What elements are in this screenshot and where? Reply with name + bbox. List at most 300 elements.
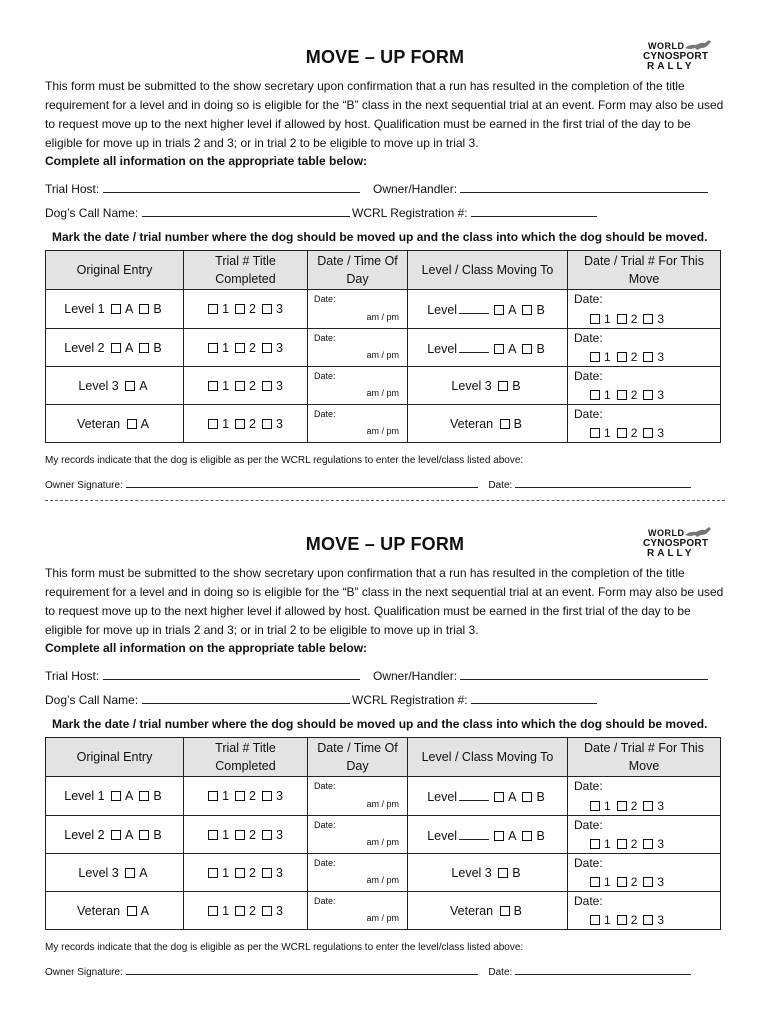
move-date-label: Date: xyxy=(574,407,603,421)
trial-2-option xyxy=(235,379,256,393)
move-trial-2-label: 2 xyxy=(630,426,638,440)
original-entry-cell xyxy=(46,290,184,329)
trial-3-label: 3 xyxy=(275,903,283,918)
move-trial-3-checkbox[interactable] xyxy=(643,915,653,925)
move-trial-3-checkbox[interactable] xyxy=(643,839,653,849)
move-b-option xyxy=(522,303,544,317)
header-date-trial: Date / Trial # For This Move xyxy=(568,738,721,777)
move-trial-3-checkbox[interactable] xyxy=(643,314,653,324)
date-time-cell[interactable] xyxy=(308,329,408,367)
move-trial-2-label: 2 xyxy=(630,837,638,851)
trial-host-field xyxy=(45,180,360,196)
move-trial-1-checkbox[interactable] xyxy=(590,915,600,925)
original-entry-cell xyxy=(46,367,184,405)
am-pm-label: am / pm xyxy=(366,312,399,322)
trial-1-option xyxy=(208,828,229,842)
header-level-class: Level / Class Moving To xyxy=(408,738,568,777)
original-entry-cell xyxy=(46,777,184,816)
move-trial-3-checkbox[interactable] xyxy=(643,428,653,438)
entry-a-checkbox[interactable] xyxy=(127,419,137,429)
date-time-cell[interactable] xyxy=(308,892,408,930)
trial-1-option xyxy=(208,379,229,393)
move-b-option xyxy=(498,866,520,880)
original-entry-label: Veteran xyxy=(77,903,121,918)
table-row xyxy=(46,329,721,367)
entry-a-option xyxy=(111,341,133,355)
move-up-form xyxy=(0,0,770,491)
trial-2-option xyxy=(235,417,256,431)
entry-a-label: A xyxy=(125,302,134,316)
trial-1-checkbox[interactable] xyxy=(208,868,218,878)
trial-host-input[interactable] xyxy=(103,180,360,193)
move-date-label: Date: xyxy=(574,369,603,383)
entry-a-checkbox[interactable] xyxy=(111,830,121,840)
trial-2-option xyxy=(235,866,256,880)
move-trial-1-option xyxy=(590,799,611,813)
move-trial-3-option xyxy=(643,312,664,326)
mark-instruction: Mark the date / trial number where the dog should be moved up and the class into which the dog should be moved. xyxy=(52,230,708,244)
move-date-trial-cell xyxy=(568,329,721,367)
trial-3-checkbox[interactable] xyxy=(262,906,272,916)
registration-label: WCRL Registration #: xyxy=(352,206,468,220)
move-level-label: Veteran xyxy=(450,416,494,431)
entry-a-label: A xyxy=(140,903,149,918)
entry-a-checkbox[interactable] xyxy=(125,868,135,878)
trial-3-option xyxy=(262,302,283,316)
move-b-checkbox[interactable] xyxy=(498,381,508,391)
table-header-row xyxy=(46,251,721,290)
entry-b-label: B xyxy=(153,789,162,803)
trial-2-checkbox[interactable] xyxy=(235,830,245,840)
move-level-label: Level xyxy=(427,341,458,356)
registration-label: WCRL Registration #: xyxy=(352,693,468,707)
date-label: Date: xyxy=(314,333,336,343)
move-date-trial-cell xyxy=(568,405,721,443)
call-name-label: Dog’s Call Name: xyxy=(45,206,139,220)
entry-b-checkbox[interactable] xyxy=(139,343,149,353)
signature-date-label: Date: xyxy=(488,480,513,491)
owner-signature-label: Owner Signature: xyxy=(45,967,123,978)
trial-3-option xyxy=(262,904,283,918)
move-trial-1-label: 1 xyxy=(604,837,611,851)
registration-field xyxy=(352,204,597,220)
trial-completed-cell xyxy=(184,777,308,816)
logo-line-world: WORLD xyxy=(648,528,685,538)
move-trial-2-label: 2 xyxy=(630,799,638,813)
move-trial-2-label: 2 xyxy=(630,312,638,326)
move-trial-1-label: 1 xyxy=(604,388,611,402)
move-b-label: B xyxy=(512,378,521,393)
original-entry-label: Level 2 xyxy=(64,827,105,842)
move-trial-options xyxy=(590,913,670,927)
trial-3-option xyxy=(262,417,283,431)
entry-b-checkbox[interactable] xyxy=(139,304,149,314)
move-b-checkbox[interactable] xyxy=(522,344,532,354)
trial-host-label: Trial Host: xyxy=(45,182,100,196)
trial-2-option xyxy=(235,302,256,316)
signature-date-label: Date: xyxy=(488,967,513,978)
move-trial-2-option xyxy=(617,426,638,440)
move-b-label: B xyxy=(513,903,522,918)
trial-2-label: 2 xyxy=(249,378,256,393)
date-label: Date: xyxy=(314,858,336,868)
move-b-checkbox[interactable] xyxy=(522,792,532,802)
move-trial-2-label: 2 xyxy=(630,350,638,364)
move-date-label: Date: xyxy=(574,292,603,306)
signature-date-input[interactable] xyxy=(515,965,691,975)
date-time-cell[interactable] xyxy=(308,405,408,443)
move-b-checkbox[interactable] xyxy=(498,868,508,878)
trial-3-checkbox[interactable] xyxy=(262,381,272,391)
original-entry-cell xyxy=(46,816,184,854)
move-date-trial-cell xyxy=(568,290,721,329)
move-trial-3-option xyxy=(643,799,664,813)
trial-1-label: 1 xyxy=(222,789,230,803)
move-trial-2-option xyxy=(617,913,638,927)
move-a-checkbox[interactable] xyxy=(494,344,504,354)
logo-line-rally: RALLY xyxy=(647,61,695,72)
original-entry-cell xyxy=(46,854,184,892)
trial-2-checkbox[interactable] xyxy=(235,343,245,353)
am-pm-label: am / pm xyxy=(366,913,399,923)
table-header-row xyxy=(46,738,721,777)
entry-b-label: B xyxy=(153,340,162,355)
date-time-cell[interactable] xyxy=(308,854,408,892)
call-name-field xyxy=(45,204,350,220)
header-date-time: Date / Time Of Day xyxy=(308,738,408,777)
move-trial-1-checkbox[interactable] xyxy=(590,352,600,362)
trial-completed-cell xyxy=(184,816,308,854)
trial-completed-cell xyxy=(184,405,308,443)
header-trial-title: Trial # Title Completed xyxy=(184,738,308,777)
move-b-option xyxy=(522,342,544,356)
trial-1-label: 1 xyxy=(222,827,230,842)
trial-3-label: 3 xyxy=(275,378,283,393)
table-row xyxy=(46,777,721,816)
logo-line-rally: RALLY xyxy=(647,548,695,559)
entry-a-checkbox[interactable] xyxy=(127,906,137,916)
move-trial-options xyxy=(590,875,670,889)
date-label: Date: xyxy=(314,371,336,381)
move-trial-1-checkbox[interactable] xyxy=(590,314,600,324)
call-name-label: Dog’s Call Name: xyxy=(45,693,139,707)
call-name-input[interactable] xyxy=(142,691,350,704)
trial-1-checkbox[interactable] xyxy=(208,419,218,429)
trial-2-label: 2 xyxy=(249,789,256,803)
trial-1-checkbox[interactable] xyxy=(208,791,218,801)
trial-2-label: 2 xyxy=(249,903,256,918)
move-trial-2-checkbox[interactable] xyxy=(617,352,627,362)
move-trial-2-option xyxy=(617,837,638,851)
move-trial-3-option xyxy=(643,837,664,851)
move-trial-3-checkbox[interactable] xyxy=(643,390,653,400)
move-trial-3-label: 3 xyxy=(657,837,665,851)
move-trial-1-checkbox[interactable] xyxy=(590,428,600,438)
records-statement: My records indicate that the dog is eligible as per the WCRL regulations to enter the level/class listed above: xyxy=(45,455,524,466)
move-level-input[interactable] xyxy=(459,827,489,840)
logo-line-cynosport: CYNOSPORT xyxy=(643,51,709,62)
entry-b-label: B xyxy=(153,302,162,316)
records-statement: My records indicate that the dog is eligible as per the WCRL regulations to enter the level/class listed above: xyxy=(45,942,524,953)
date-time-cell[interactable] xyxy=(308,290,408,329)
world-cynosport-rally-logo xyxy=(640,36,718,76)
call-name-field xyxy=(45,691,350,707)
date-time-cell[interactable] xyxy=(308,816,408,854)
move-trial-1-label: 1 xyxy=(604,426,611,440)
trial-2-option xyxy=(235,904,256,918)
move-a-checkbox[interactable] xyxy=(494,792,504,802)
mark-instruction: Mark the date / trial number where the dog should be moved up and the class into which the dog should be moved. xyxy=(52,717,708,731)
entry-a-label: A xyxy=(140,416,149,431)
move-trial-options xyxy=(590,388,670,402)
trial-1-label: 1 xyxy=(222,416,230,431)
entry-a-option xyxy=(125,379,147,393)
trial-2-checkbox[interactable] xyxy=(235,304,245,314)
entry-a-option xyxy=(125,866,147,880)
trial-3-option xyxy=(262,866,283,880)
trial-1-checkbox[interactable] xyxy=(208,343,218,353)
move-level-label: Level 3 xyxy=(451,865,492,880)
move-a-label: A xyxy=(508,341,517,356)
owner-signature-input[interactable] xyxy=(126,965,478,975)
move-trial-1-checkbox[interactable] xyxy=(590,877,600,887)
move-date-label: Date: xyxy=(574,856,603,870)
registration-input[interactable] xyxy=(471,691,597,704)
date-label: Date: xyxy=(314,781,336,791)
move-b-checkbox[interactable] xyxy=(522,831,532,841)
move-a-checkbox[interactable] xyxy=(494,831,504,841)
move-trial-options xyxy=(590,350,670,364)
trial-1-label: 1 xyxy=(222,302,230,316)
entry-b-checkbox[interactable] xyxy=(139,791,149,801)
owner-handler-label: Owner/Handler: xyxy=(373,182,458,196)
move-b-checkbox[interactable] xyxy=(522,305,532,315)
move-level-input[interactable] xyxy=(459,301,489,314)
trial-2-checkbox[interactable] xyxy=(235,419,245,429)
entry-a-label: A xyxy=(125,340,134,355)
move-trial-1-checkbox[interactable] xyxy=(590,801,600,811)
trial-1-option xyxy=(208,866,229,880)
move-trial-2-checkbox[interactable] xyxy=(617,428,627,438)
date-label: Date: xyxy=(314,409,336,419)
table-row xyxy=(46,816,721,854)
entry-a-label: A xyxy=(125,789,134,803)
trial-3-checkbox[interactable] xyxy=(262,868,272,878)
registration-field xyxy=(352,691,597,707)
move-trial-3-label: 3 xyxy=(657,799,665,813)
date-time-cell[interactable] xyxy=(308,367,408,405)
trial-2-option xyxy=(235,828,256,842)
trial-3-checkbox[interactable] xyxy=(262,791,272,801)
move-trial-1-label: 1 xyxy=(604,312,611,326)
trial-completed-cell xyxy=(184,290,308,329)
entry-b-checkbox[interactable] xyxy=(139,830,149,840)
original-entry-cell xyxy=(46,329,184,367)
level-class-cell xyxy=(408,892,568,930)
owner-handler-input[interactable] xyxy=(460,667,708,680)
move-level-label: Level xyxy=(427,828,458,843)
form-title: MOVE – UP FORM xyxy=(305,47,465,67)
move-trial-2-option xyxy=(617,799,638,813)
move-date-trial-cell xyxy=(568,777,721,816)
move-b-label: B xyxy=(536,341,545,356)
move-trial-2-label: 2 xyxy=(630,388,638,402)
move-date-label: Date: xyxy=(574,331,603,345)
form-copy-top xyxy=(0,0,770,491)
move-trial-2-label: 2 xyxy=(630,913,638,927)
entry-b-label: B xyxy=(153,827,162,842)
level-class-cell xyxy=(408,816,568,854)
move-trial-1-checkbox[interactable] xyxy=(590,839,600,849)
move-trial-3-checkbox[interactable] xyxy=(643,877,653,887)
move-trial-2-checkbox[interactable] xyxy=(617,801,627,811)
move-trial-1-checkbox[interactable] xyxy=(590,390,600,400)
move-trial-2-checkbox[interactable] xyxy=(617,839,627,849)
level-class-cell xyxy=(408,777,568,816)
move-a-option xyxy=(494,790,516,804)
dog-silhouette-icon xyxy=(684,525,714,539)
trial-1-option xyxy=(208,417,229,431)
entry-b-option xyxy=(139,302,161,316)
trial-2-checkbox[interactable] xyxy=(235,791,245,801)
trial-3-checkbox[interactable] xyxy=(262,830,272,840)
trial-3-label: 3 xyxy=(275,416,283,431)
table-row xyxy=(46,405,721,443)
level-class-cell xyxy=(408,854,568,892)
trial-2-checkbox[interactable] xyxy=(235,381,245,391)
move-level-input[interactable] xyxy=(459,788,489,801)
trial-1-checkbox[interactable] xyxy=(208,381,218,391)
trial-3-label: 3 xyxy=(275,302,283,316)
move-trial-1-label: 1 xyxy=(604,875,611,889)
move-trial-2-checkbox[interactable] xyxy=(617,390,627,400)
trial-1-label: 1 xyxy=(222,340,230,355)
entry-a-label: A xyxy=(139,378,148,393)
entry-a-checkbox[interactable] xyxy=(125,381,135,391)
move-b-checkbox[interactable] xyxy=(500,419,510,429)
move-trial-3-option xyxy=(643,875,664,889)
entry-a-checkbox[interactable] xyxy=(111,343,121,353)
table-row xyxy=(46,367,721,405)
move-trial-3-label: 3 xyxy=(657,875,665,889)
move-trial-3-option xyxy=(643,913,664,927)
trial-1-option xyxy=(208,789,229,803)
original-entry-label: Level 2 xyxy=(64,340,105,355)
trial-3-option xyxy=(262,789,283,803)
move-up-form xyxy=(0,487,770,978)
trial-1-checkbox[interactable] xyxy=(208,304,218,314)
move-trial-1-option xyxy=(590,312,611,326)
move-trial-options xyxy=(590,312,670,326)
move-trial-2-option xyxy=(617,350,638,364)
trial-1-label: 1 xyxy=(222,903,230,918)
trial-3-checkbox[interactable] xyxy=(262,419,272,429)
level-class-cell xyxy=(408,405,568,443)
entry-b-option xyxy=(139,341,161,355)
move-level-label: Level xyxy=(427,790,458,804)
move-trial-1-label: 1 xyxy=(604,913,611,927)
move-date-trial-cell xyxy=(568,892,721,930)
date-time-cell[interactable] xyxy=(308,777,408,816)
move-trial-3-label: 3 xyxy=(657,913,665,927)
move-b-label: B xyxy=(536,790,545,804)
move-b-checkbox[interactable] xyxy=(500,906,510,916)
move-up-table xyxy=(45,250,721,443)
move-level-label: Level xyxy=(427,303,458,317)
entry-a-option xyxy=(111,789,133,803)
trial-3-option xyxy=(262,341,283,355)
move-trial-2-checkbox[interactable] xyxy=(617,915,627,925)
original-entry-label: Veteran xyxy=(77,416,121,431)
move-trial-2-checkbox[interactable] xyxy=(617,314,627,324)
entry-a-label: A xyxy=(139,865,148,880)
original-entry-cell xyxy=(46,405,184,443)
trial-3-checkbox[interactable] xyxy=(262,304,272,314)
trial-2-label: 2 xyxy=(249,827,256,842)
entry-a-option xyxy=(127,417,149,431)
entry-a-label: A xyxy=(125,827,134,842)
trial-1-option xyxy=(208,341,229,355)
move-trial-1-label: 1 xyxy=(604,799,611,813)
header-date-trial: Date / Trial # For This Move xyxy=(568,251,721,290)
owner-signature-field xyxy=(45,965,691,978)
move-trial-3-checkbox[interactable] xyxy=(643,352,653,362)
owner-handler-input[interactable] xyxy=(460,180,708,193)
trial-1-checkbox[interactable] xyxy=(208,906,218,916)
dog-silhouette-icon xyxy=(684,38,714,52)
trial-2-checkbox[interactable] xyxy=(235,868,245,878)
move-level-input[interactable] xyxy=(459,340,489,353)
move-trial-2-option xyxy=(617,875,638,889)
move-level-label: Veteran xyxy=(450,903,494,918)
move-trial-3-option xyxy=(643,388,664,402)
trial-host-input[interactable] xyxy=(103,667,360,680)
logo-line-world: WORLD xyxy=(648,41,685,51)
call-name-input[interactable] xyxy=(142,204,350,217)
trial-2-option xyxy=(235,789,256,803)
entry-a-option xyxy=(127,904,149,918)
trial-completed-cell xyxy=(184,367,308,405)
trial-3-checkbox[interactable] xyxy=(262,343,272,353)
intro-paragraph: This form must be submitted to the show secretary upon confirmation that a run has resulted in the completion of the title requirement for a level and in doing so is eligible for the “B” class in the next sequential trial at an event. Form may also be used to request move up to the next higher level if allowed by host. Qualification must be earned in the first trial of the day to be eligible for move up in trials 2 and 3; or in trial 2 to be eligible to move up in trial 3. xyxy=(45,566,724,637)
trial-2-label: 2 xyxy=(249,416,256,431)
table-row xyxy=(46,892,721,930)
trial-2-checkbox[interactable] xyxy=(235,906,245,916)
entry-a-checkbox[interactable] xyxy=(111,304,121,314)
entry-b-option xyxy=(139,828,161,842)
date-label: Date: xyxy=(314,820,336,830)
move-trial-3-checkbox[interactable] xyxy=(643,801,653,811)
trial-3-label: 3 xyxy=(275,827,283,842)
original-entry-label: Level 1 xyxy=(64,302,105,316)
move-trial-3-option xyxy=(643,350,664,364)
move-a-checkbox[interactable] xyxy=(494,305,504,315)
trial-1-label: 1 xyxy=(222,378,230,393)
move-trial-2-checkbox[interactable] xyxy=(617,877,627,887)
level-class-cell xyxy=(408,329,568,367)
move-trial-2-label: 2 xyxy=(630,875,638,889)
move-trial-1-option xyxy=(590,875,611,889)
move-a-option xyxy=(494,303,516,317)
entry-a-checkbox[interactable] xyxy=(111,791,121,801)
table-row xyxy=(46,854,721,892)
header-date-time: Date / Time Of Day xyxy=(308,251,408,290)
logo-line-cynosport: CYNOSPORT xyxy=(643,538,709,549)
move-date-trial-cell xyxy=(568,367,721,405)
trial-1-checkbox[interactable] xyxy=(208,830,218,840)
registration-input[interactable] xyxy=(471,204,597,217)
move-date-trial-cell xyxy=(568,816,721,854)
